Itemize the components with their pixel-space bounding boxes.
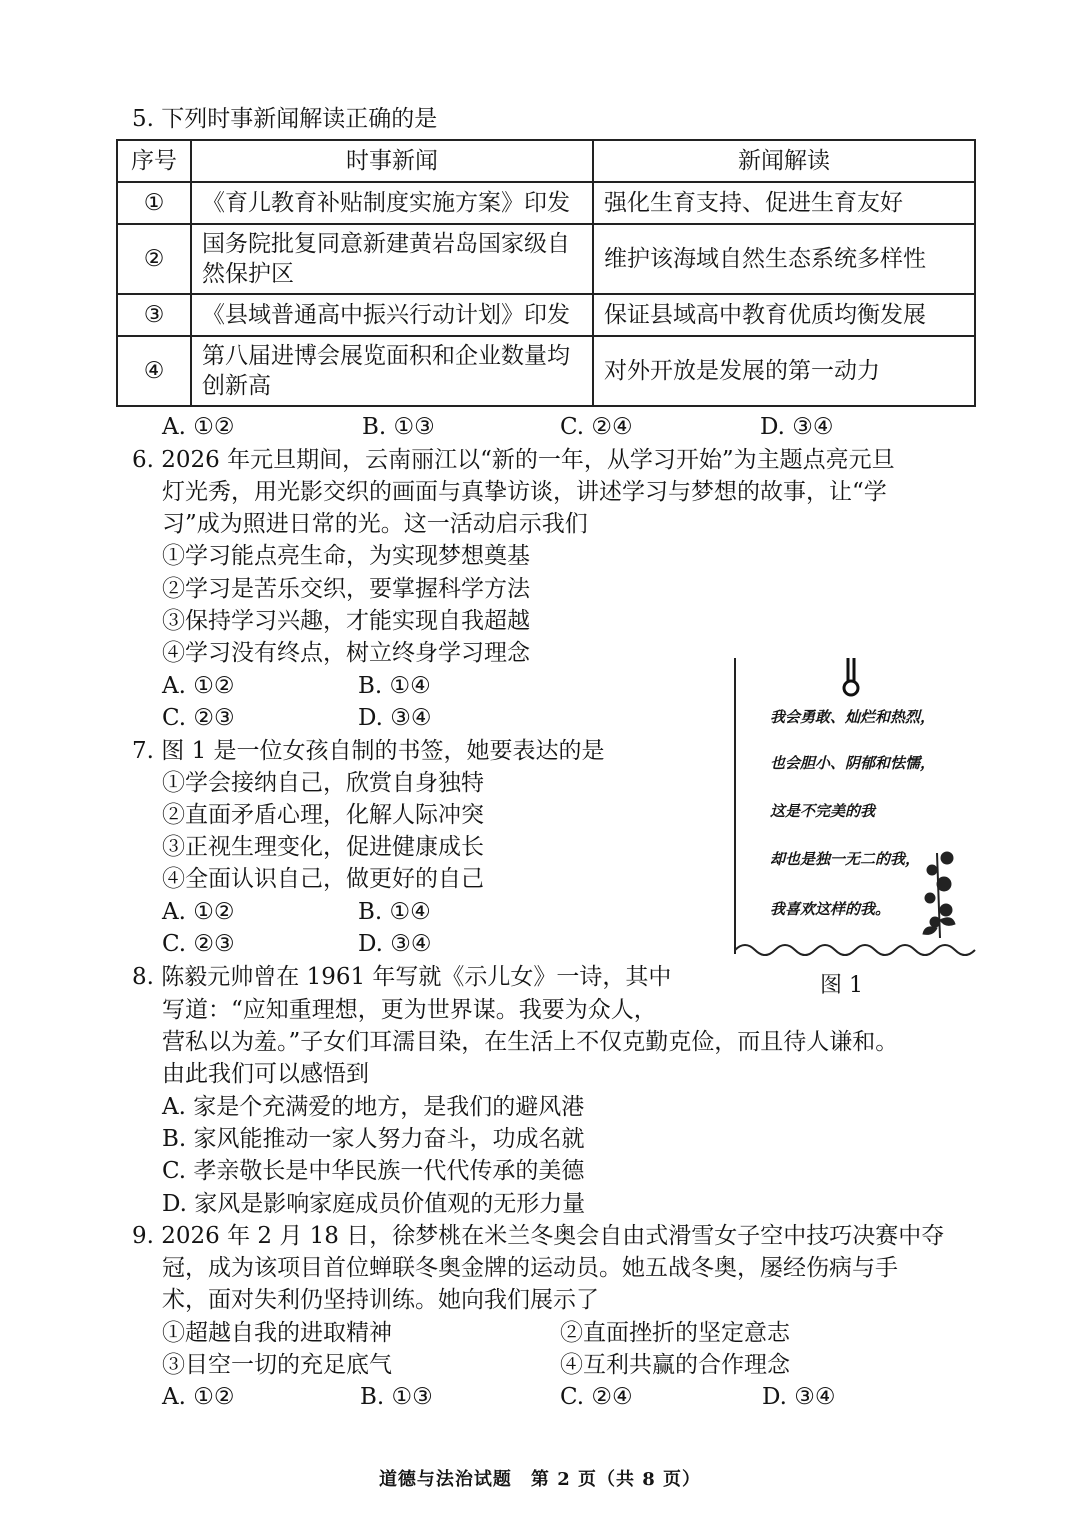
- q6-item: ③保持学习兴趣，才能实现自我超越: [162, 608, 530, 634]
- q6-stem-line: 习”成为照进日常的光。这一活动启示我们: [162, 511, 588, 537]
- bookmark-line: 也会胆小、阴郁和怯懦，: [770, 754, 936, 772]
- q8-stem-line: 由此我们可以感悟到: [162, 1061, 369, 1087]
- option-d[interactable]: D. ③④: [762, 1384, 836, 1410]
- table-header-row: [117, 140, 975, 182]
- table-row: [117, 336, 975, 406]
- q7-item: ④全面认识自己，做更好的自己: [162, 866, 484, 892]
- page-footer: 道德与法治试题 第 2 页（共 8 页）: [378, 1469, 702, 1490]
- header-num: 序号: [117, 140, 191, 182]
- option-b[interactable]: B. ①③: [360, 1384, 433, 1410]
- q9-stem-line: 冠，成为该项目首位蝉联冬奥金牌的运动员。她五战冬奥，屡经伤病与手: [162, 1255, 898, 1281]
- bookmark-line: 这是不完美的我: [770, 802, 876, 820]
- row-num: ④: [117, 336, 191, 406]
- option-a[interactable]: A. 家是个充满爱的地方，是我们的避风港: [162, 1094, 585, 1120]
- option-a[interactable]: A. ①②: [162, 1384, 235, 1410]
- row-interp: 维护该海域自然生态系统多样性: [593, 224, 975, 294]
- q6-item: ②学习是苦乐交织，要掌握科学方法: [162, 576, 530, 602]
- q8-stem-line: 营私以为羞。”子女们耳濡目染，在生活上不仅克勤克俭，而且待人谦和。: [162, 1029, 899, 1055]
- q9-stem-line: 术，面对失利仍坚持训练。她向我们展示了: [162, 1287, 599, 1313]
- figure-caption: 图 1: [820, 973, 863, 998]
- table-row: [117, 294, 975, 336]
- q7-item: ①学会接纳自己，欣赏自身独特: [162, 770, 484, 796]
- q6-stem-line: 灯光秀，用光影交织的画面与真挚访谈，讲述学习与梦想的故事，让“学: [162, 479, 887, 505]
- q9-item: ①超越自我的进取精神: [162, 1320, 392, 1346]
- option-c[interactable]: C. ②③: [162, 931, 235, 957]
- option-b[interactable]: B. ①④: [358, 673, 431, 699]
- q7-item: ②直面矛盾心理，化解人际冲突: [162, 802, 484, 828]
- row-interp: 保证县域高中教育优质均衡发展: [593, 294, 975, 336]
- option-c[interactable]: C. ②③: [162, 705, 235, 731]
- bookmark-line: 我喜欢这样的我。: [770, 900, 891, 918]
- option-d[interactable]: D. ③④: [760, 414, 834, 440]
- row-news: 第八届进博会展览面积和企业数量均创新高: [191, 336, 593, 406]
- q8-stem-line: 写道：“应知重理想，更为世界谋。我要为众人，: [162, 997, 657, 1023]
- bookmark-line: 却也是独一无二的我，: [770, 850, 921, 868]
- q9-item: ④互利共赢的合作理念: [560, 1352, 790, 1378]
- q7-stem: 7. 图 1 是一位女孩自制的书签，她要表达的是: [132, 738, 605, 764]
- q6-stem-line: 6. 2026 年元旦期间，云南丽江以“新的一年，从学习开始”为主题点亮元旦: [132, 447, 895, 473]
- q9-item: ③目空一切的充足底气: [162, 1352, 392, 1378]
- row-interp: 对外开放是发展的第一动力: [593, 336, 975, 406]
- q8-stem-line: 8. 陈毅元帅曾在 1961 年写就《示儿女》一诗，其中: [132, 964, 672, 990]
- option-b[interactable]: B. 家风能推动一家人努力奋斗，功成名就: [162, 1126, 585, 1152]
- table-row: [117, 182, 975, 224]
- header-interp: 新闻解读: [593, 140, 975, 182]
- q9-item: ②直面挫折的坚定意志: [560, 1320, 790, 1346]
- bookmark-line: 我会勇敢、灿烂和热烈，: [770, 708, 936, 726]
- option-d[interactable]: D. 家风是影响家庭成员价值观的无形力量: [162, 1191, 586, 1217]
- row-news: 《县域普通高中振兴行动计划》印发: [191, 294, 593, 336]
- option-d[interactable]: D. ③④: [358, 931, 432, 957]
- header-news: 时事新闻: [191, 140, 593, 182]
- row-num: ①: [117, 182, 191, 224]
- q6-item: ④学习没有终点，树立终身学习理念: [162, 640, 530, 666]
- row-num: ②: [117, 224, 191, 294]
- option-d[interactable]: D. ③④: [358, 705, 432, 731]
- news-table: [116, 139, 976, 407]
- option-c[interactable]: C. ②④: [560, 1384, 633, 1410]
- q5-stem: 5. 下列时事新闻解读正确的是: [132, 106, 438, 132]
- option-a[interactable]: A. ①②: [162, 414, 235, 440]
- row-interp: 强化生育支持、促进生育友好: [593, 182, 975, 224]
- table-row: [117, 224, 975, 294]
- q6-item: ①学习能点亮生命，为实现梦想奠基: [162, 543, 530, 569]
- q7-item: ③正视生理变化，促进健康成长: [162, 834, 484, 860]
- q9-stem-line: 9. 2026 年 2 月 18 日，徐梦桃在米兰冬奥会自由式滑雪女子空中技巧决赛中夺: [132, 1223, 945, 1249]
- option-b[interactable]: B. ①④: [358, 899, 431, 925]
- row-news: 《育儿教育补贴制度实施方案》印发: [191, 182, 593, 224]
- option-c[interactable]: C. 孝亲敬长是中华民族一代代传承的美德: [162, 1158, 585, 1184]
- row-news: 国务院批复同意新建黄岩岛国家级自然保护区: [191, 224, 593, 294]
- option-a[interactable]: A. ①②: [162, 899, 235, 925]
- option-a[interactable]: A. ①②: [162, 673, 235, 699]
- option-c[interactable]: C. ②④: [560, 414, 633, 440]
- bookmark-figure: [732, 658, 978, 958]
- flower-icon: [923, 852, 955, 938]
- option-b[interactable]: B. ①③: [362, 414, 435, 440]
- row-num: ③: [117, 294, 191, 336]
